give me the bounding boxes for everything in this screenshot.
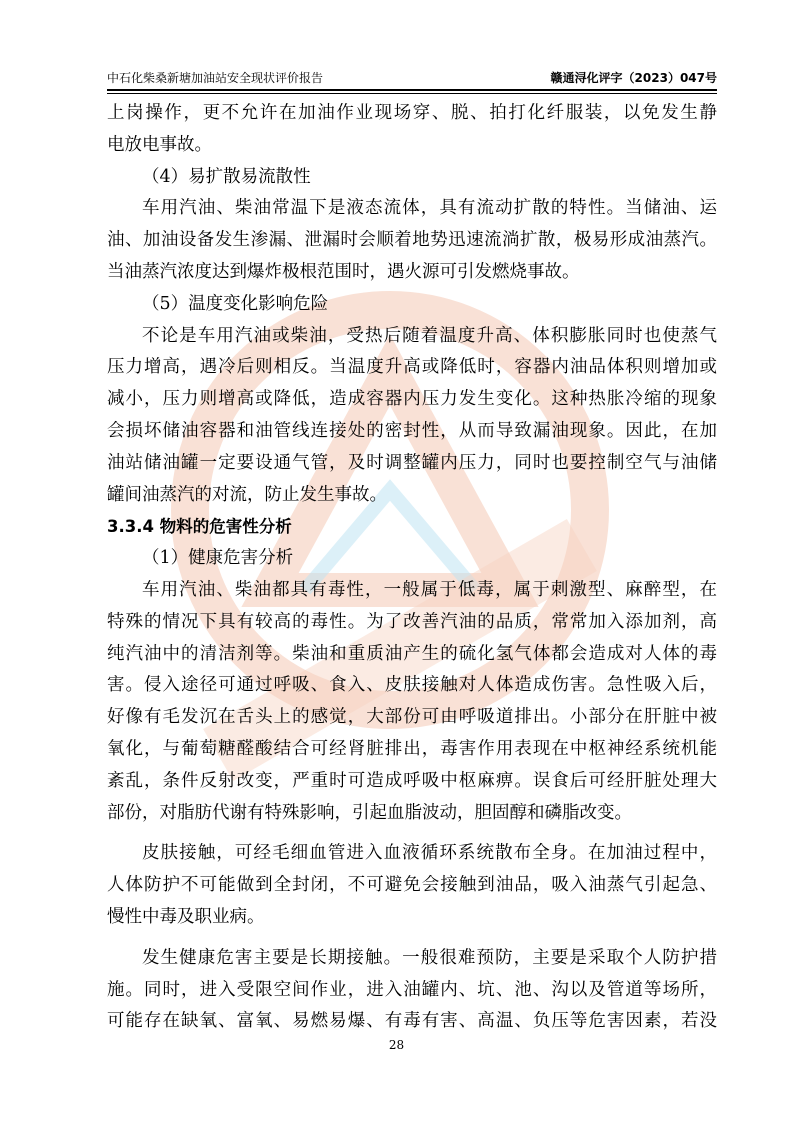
paragraph-line: 当油蒸汽浓度达到爆炸极根范围时，遇火源可引发燃烧事故。: [107, 261, 580, 282]
paragraph-line: 油、加油设备发生渗漏、泄漏时会顺着地势迅速流淌扩散，极易形成油蒸汽。: [107, 230, 717, 251]
paragraph-line: 紊乱，条件反射改变，严重时可造成呼吸中枢麻痹。误食后可经肝脏处理大: [107, 770, 717, 791]
paragraph-line: 电放电事故。: [107, 134, 212, 155]
subsection-heading: （4）易扩散易流散性: [142, 166, 311, 187]
paragraph-line: 施。同时，进入受限空间作业，进入油罐内、坑、池、沟以及管道等场所，: [107, 979, 717, 1000]
report-number: 赣通浔化评字（2023）047号: [550, 71, 717, 85]
paragraph-line: 可能存在缺氧、富氧、易燃易爆、有毒有害、高温、负压等危害因素，若没: [107, 1011, 717, 1032]
subsection-heading: （5）温度变化影响危险: [142, 293, 329, 314]
header-rule-thin: [107, 93, 717, 94]
paragraph-line: 发生健康危害主要是长期接触。一般很难预防，主要是采取个人防护措: [142, 947, 717, 968]
report-title: 中石化柴桑新塘加油站安全现状评价报告: [107, 71, 324, 85]
header-rule-thick: [107, 89, 717, 91]
paragraph-line: 压力增高，遇冷后则相反。当温度升高或降低时，容器内油品体积则增加或: [107, 357, 717, 378]
paragraph-line: 氧化，与葡萄糖醛酸结合可经肾脏排出，毒害作用表现在中枢神经系统机能: [107, 738, 717, 759]
paragraph-line: 油站储油罐一定要设通气管，及时调整罐内压力，同时也要控制空气与油储: [107, 452, 717, 473]
paragraph-line: 皮肤接触，可经毛细血管进入血液循环系统散布全身。在加油过程中，: [142, 843, 717, 864]
paragraph-line: 好像有毛发沉在舌头上的感觉，大部份可由呼吸道排出。小部分在肝脏中被: [107, 707, 717, 728]
paragraph-line: 不论是车用汽油或柴油，受热后随着温度升高、体积膨胀同时也使蒸气: [142, 325, 717, 346]
subsection-heading: （1）健康危害分析: [142, 548, 294, 569]
paragraph-line: 上岗操作，更不允许在加油作业现场穿、脱、拍打化纤服装，以免发生静: [107, 103, 717, 123]
paragraph-line: 慢性中毒及职业病。: [107, 906, 265, 927]
document-body: [107, 98, 717, 1038]
paragraph-line: 罐间油蒸汽的对流，防止发生事故。: [107, 484, 387, 505]
paragraph-line: 会损坏储油容器和油管线连接处的密封性，从而导致漏油现象。因此，在加: [107, 420, 717, 441]
page-number: 28: [388, 1038, 405, 1052]
paragraph-line: 纯汽油中的清洁剂等。柴油和重质油产生的硫化氢气体都会造成对人体的毒: [107, 643, 717, 664]
paragraph-line: 部份，对脂肪代谢有特殊影响，引起血脂波动，胆固醇和磷脂改变。: [107, 802, 632, 823]
section-heading: 3.3.4 物料的危害性分析: [107, 517, 292, 537]
page-header: [107, 68, 717, 88]
paragraph-line: 害。侵入途径可通过呼吸、食入、皮肤接触对人体造成伤害。急性吸入后，: [107, 675, 717, 696]
paragraph-line: 车用汽油、柴油都具有毒性，一般属于低毒，属于刺激型、麻醉型，在: [142, 579, 717, 600]
paragraph-line: 特殊的情况下具有较高的毒性。为了改善汽油的品质，常常加入添加剂，高: [107, 611, 717, 632]
paragraph-line: 车用汽油、柴油常温下是液态流体，具有流动扩散的特性。当储油、运: [142, 198, 717, 219]
paragraph-line: 减小，压力则增高或降低，造成容器内压力发生变化。这种热胀冷缩的现象: [107, 389, 717, 410]
paragraph-line: 人体防护不可能做到全封闭，不可避免会接触到油品，吸入油蒸气引起急、: [107, 875, 717, 896]
